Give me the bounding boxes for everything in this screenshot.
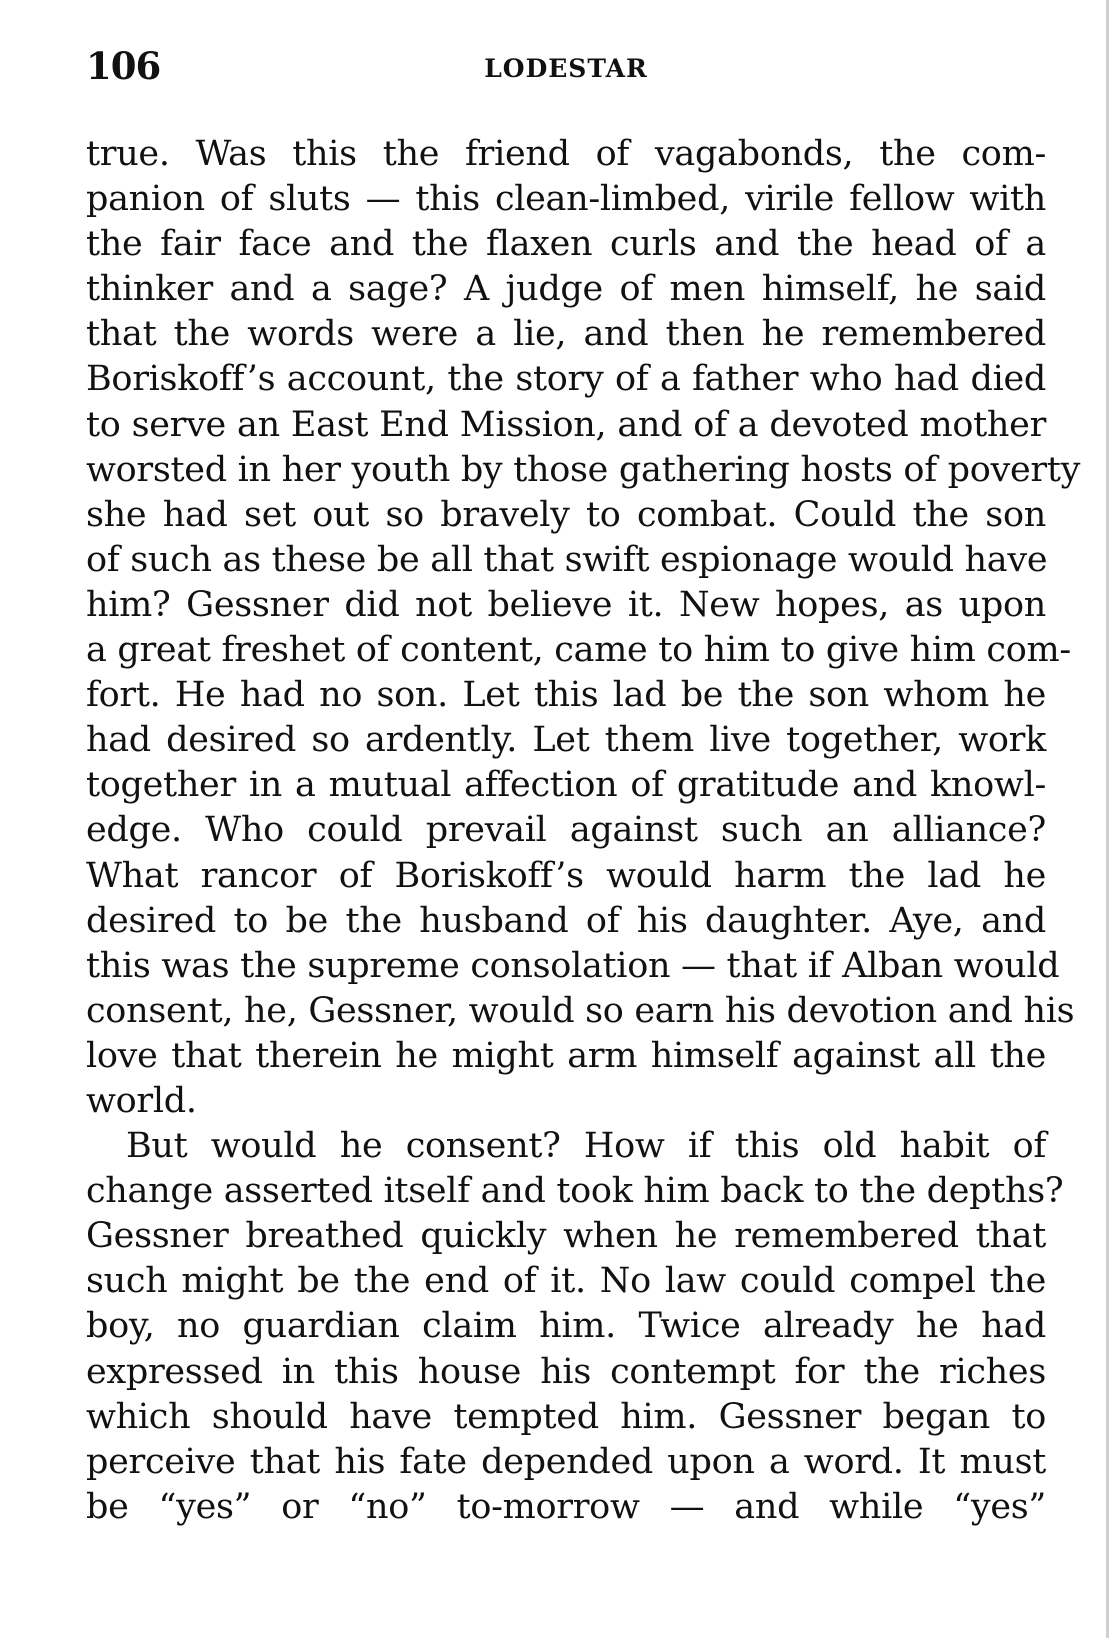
text-line: of such as these be all that swift espionage would have bbox=[86, 539, 1048, 580]
text-line: perceive that his fate depended upon a word. It must bbox=[86, 1441, 1046, 1482]
text-line: to serve an East End Mission, and of a devoted mother bbox=[86, 404, 1046, 445]
text-line: boy, no guardian claim him. Twice already he had bbox=[86, 1306, 1046, 1347]
text-line: But would he consent? How if this old habit of bbox=[126, 1126, 1046, 1167]
text-line: panion of sluts — this clean-limbed, virile fellow with bbox=[86, 179, 1046, 220]
text-line: world. bbox=[86, 1080, 197, 1121]
text-line: be “yes” or “no” to-morrow — and while “yes” bbox=[86, 1486, 1046, 1527]
text-line: she had set out so bravely to combat. Could the son bbox=[86, 494, 1046, 535]
running-title: LODESTAR bbox=[484, 54, 648, 83]
text-line: together in a mutual affection of gratitude and knowl- bbox=[86, 765, 1046, 806]
text-line: this was the supreme consolation — that if Alban would bbox=[86, 945, 1060, 986]
page-number: 106 bbox=[86, 44, 161, 88]
text-line: desired to be the husband of his daughter. Aye, and bbox=[86, 900, 1046, 941]
text-line: thinker and a sage? A judge of men himself, he said bbox=[86, 269, 1046, 310]
text-line: consent, he, Gessner, would so earn his devotion and his bbox=[86, 990, 1075, 1031]
text-line: him? Gessner did not believe it. New hopes, as upon bbox=[86, 584, 1046, 625]
text-line: true. Was this the friend of vagabonds, the com- bbox=[86, 134, 1046, 174]
body-text bbox=[86, 132, 1081, 1530]
text-line: Boriskoff’s account, the story of a father who had died bbox=[86, 359, 1046, 400]
text-line: What rancor of Boriskoff’s would harm the lad he bbox=[86, 855, 1046, 896]
text-line: edge. Who could prevail against such an alliance? bbox=[86, 810, 1046, 851]
text-line: which should have tempted him. Gessner began to bbox=[86, 1396, 1046, 1437]
paragraph-2 bbox=[86, 1124, 1064, 1530]
text-line: such might be the end of it. No law could compel the bbox=[86, 1261, 1046, 1302]
text-line: expressed in this house his contempt for the riches bbox=[86, 1351, 1046, 1392]
text-line: a great freshet of content, came to him to give him com- bbox=[86, 630, 1071, 671]
page-header bbox=[86, 44, 1046, 92]
text-line: that the words were a lie, and then he remembered bbox=[86, 314, 1046, 355]
text-line: the fair face and the flaxen curls and the head of a bbox=[86, 224, 1046, 265]
text-line: had desired so ardently. Let them live together, work bbox=[86, 720, 1046, 761]
page-edge-rule bbox=[1106, 0, 1109, 1638]
text-line: worsted in her youth by those gathering hosts of poverty bbox=[86, 449, 1081, 490]
text-line: change asserted itself and took him back to the depths? bbox=[86, 1171, 1064, 1212]
text-line: love that therein he might arm himself against all the bbox=[86, 1035, 1046, 1076]
paragraph-1 bbox=[86, 132, 1081, 1124]
text-line: Gessner breathed quickly when he remembered that bbox=[86, 1216, 1046, 1257]
text-line: fort. He had no son. Let this lad be the son whom he bbox=[86, 675, 1046, 716]
